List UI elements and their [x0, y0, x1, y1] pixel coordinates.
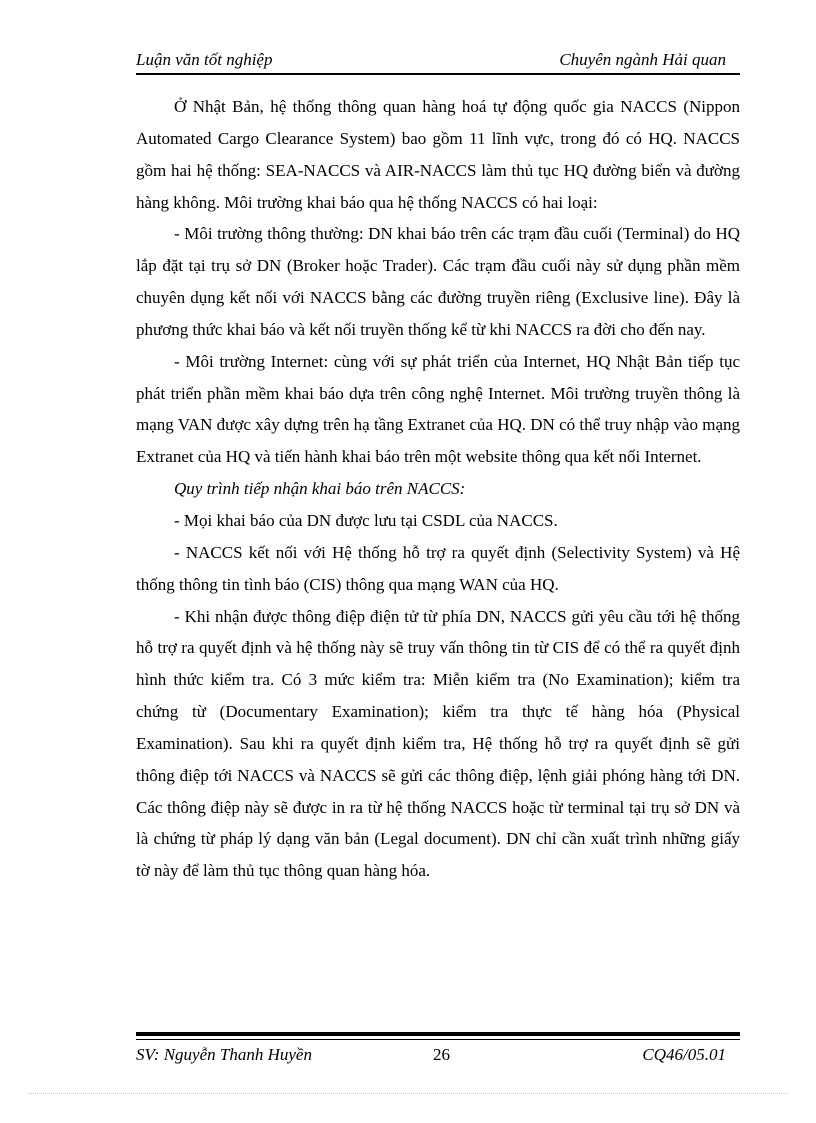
page-number: 26 [433, 1045, 450, 1064]
header-major-label: Chuyên ngành Hải quan [559, 50, 726, 69]
footer-rule-thin [136, 1039, 740, 1040]
page-bottom-dotted-line [28, 1093, 788, 1094]
footer-student-name: SV: Nguyễn Thanh Huyền [136, 1045, 312, 1064]
header-thesis-label: Luận văn tốt nghiệp [136, 50, 273, 69]
footer-rule-thick [136, 1032, 740, 1036]
page-header [136, 50, 730, 72]
document-body [136, 91, 740, 887]
paragraph-selectivity: - NACCS kết nối với Hệ thống hỗ trợ ra quyết định (Selectivity System) và Hệ thống thông tin tình báo (CIS) thông qua mạng WAN của HQ. [136, 542, 740, 594]
paragraph-normal-environment: - Môi trường thông thường: DN khai báo trên các trạm đầu cuối (Terminal) do HQ lắp đặt tại trụ sở DN (Broker hoặc Trader). Các trạm đầu cuối này sử dụng phần mềm chuyên dụng kết nối với NACCS bằng các đường truyền riêng (Exclusive line). Đây là phương thức khai báo và kết nối truyền thống kể từ khi NACCS ra đời cho đến nay. [136, 224, 740, 339]
paragraph-process-detail: - Khi nhận được thông điệp điện tử từ phía DN, NACCS gửi yêu cầu tới hệ thống hỗ trợ ra quyết định và hệ thống này sẽ truy vấn thông tin từ CIS để có thể ra quyết định hình thức kiểm tra. Có 3 mức kiểm tra: Miễn kiểm tra (No Examination); kiểm tra chứng từ (Documentary Examination); kiểm tra thực tế hàng hóa (Physical Examination). Sau khi ra quyết định kiểm tra, Hệ thống hỗ trợ ra quyết định sẽ gửi thông điệp tới NACCS và NACCS sẽ gửi các thông điệp, lệnh giải phóng hàng tới DN. Các thông điệp này sẽ được in ra từ hệ thống NACCS hoặc từ terminal tại trụ sở DN và là chứng từ pháp lý dạng văn bản (Legal document). DN chỉ cần xuất trình những giấy tờ này để làm thủ tục thông quan hàng hóa. [136, 606, 740, 881]
header-rule [136, 73, 740, 75]
paragraph-csdl: - Mọi khai báo của DN được lưu tại CSDL của NACCS. [174, 510, 558, 530]
page-footer [136, 1045, 740, 1069]
section-heading-naccs-process: Quy trình tiếp nhận khai báo trên NACCS: [174, 479, 466, 499]
footer-class-code: CQ46/05.01 [642, 1045, 726, 1064]
paragraph-internet-environment: - Môi trường Internet: cùng với sự phát triển của Internet, HQ Nhật Bản tiếp tục phát triển phần mềm khai báo dựa trên công nghệ Internet. Môi trường truyền thông là mạng VAN được xây dựng trên hạ tầng Extranet của HQ. DN có thể truy nhập vào mạng Extranet của HQ và tiến hành khai báo trên một website thông qua kết nối Internet. [136, 351, 740, 467]
paragraph-intro: Ở Nhật Bản, hệ thống thông quan hàng hoá tự động quốc gia NACCS (Nippon Automated Cargo Clearance System) bao gồm 11 lĩnh vực, trong đó có HQ. NACCS gồm hai hệ thống: SEA-NACCS và AIR-NACCS làm thủ tục HQ đường biển và đường hàng không. Môi trường khai báo qua hệ thống NACCS có hai loại: [136, 97, 740, 212]
